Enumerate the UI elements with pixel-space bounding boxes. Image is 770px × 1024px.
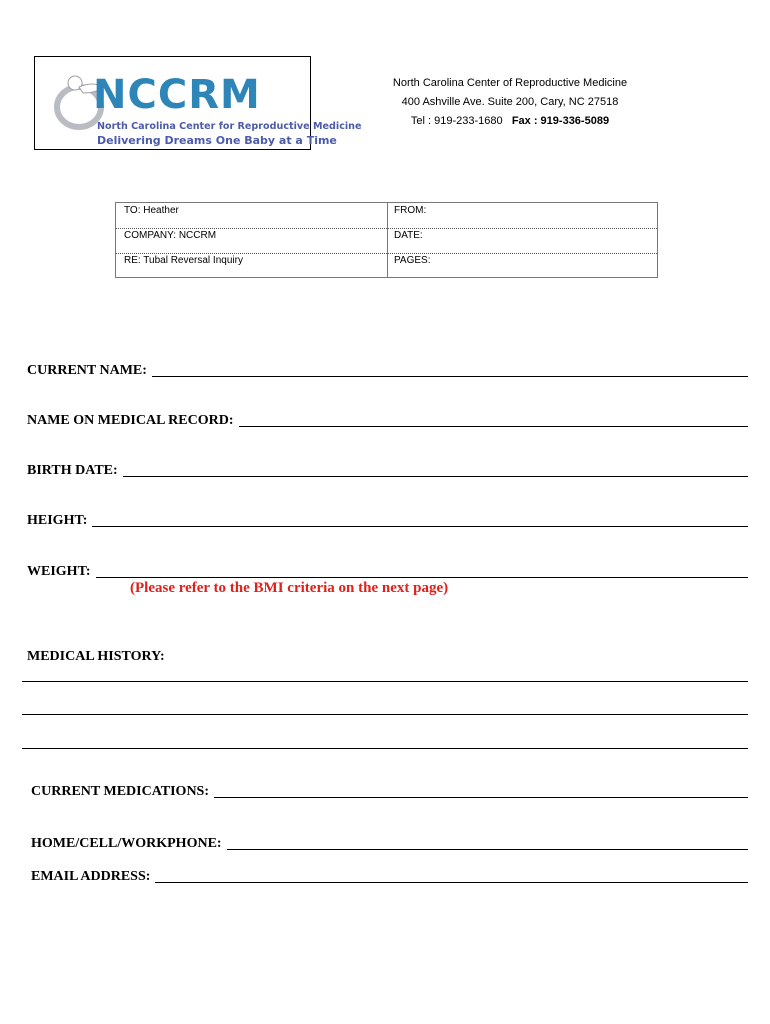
clinic-info <box>360 74 660 131</box>
clinic-logo <box>34 56 362 150</box>
email-field[interactable] <box>31 867 748 885</box>
current-medications-label: CURRENT MEDICATIONS: <box>31 784 210 799</box>
pages-field[interactable]: PAGES: <box>394 255 431 266</box>
logo-wordmark: NCCRM <box>93 72 261 118</box>
table-divider <box>387 203 388 277</box>
logo-subtitle: North Carolina Center for Reproductive Medicine <box>97 121 362 132</box>
clinic-tel: Tel : 919-233-1680 <box>410 115 503 127</box>
weight-label: WEIGHT: <box>27 564 91 579</box>
logo-tagline: Delivering Dreams One Baby at a Time <box>97 134 337 147</box>
medical-history-line[interactable] <box>22 681 748 682</box>
bmi-criteria-note: (Please refer to the BMI criteria on the next page) <box>130 580 449 596</box>
medical-record-name-input-line[interactable] <box>239 426 749 427</box>
birth-date-label: BIRTH DATE: <box>27 463 118 478</box>
birth-date-input-line[interactable] <box>123 476 748 477</box>
to-field[interactable]: TO: Heather <box>124 205 179 216</box>
email-label: EMAIL ADDRESS: <box>31 869 151 884</box>
clinic-fax: Fax : 919-336-5089 <box>511 115 610 127</box>
company-field[interactable]: COMPANY: NCCRM <box>124 230 217 241</box>
medical-record-name-field[interactable] <box>27 411 748 429</box>
height-input-line[interactable] <box>92 526 748 527</box>
phone-label: HOME/CELL/WORKPHONE: <box>31 836 222 851</box>
current-medications-field[interactable] <box>31 782 748 800</box>
phone-field[interactable] <box>31 834 748 852</box>
height-label: HEIGHT: <box>27 513 88 528</box>
clinic-address: 400 Ashville Ave. Suite 200, Cary, NC 27518 <box>401 96 619 108</box>
clinic-name: North Carolina Center of Reproductive Medicine <box>392 77 628 89</box>
clinic-contact <box>360 112 660 131</box>
weight-field[interactable] <box>27 562 748 580</box>
phone-input-line[interactable] <box>227 849 748 850</box>
current-name-field[interactable] <box>27 361 748 379</box>
date-field[interactable]: DATE: <box>394 230 423 241</box>
weight-input-line[interactable] <box>96 577 748 578</box>
height-field[interactable] <box>27 511 748 529</box>
re-field[interactable]: RE: Tubal Reversal Inquiry <box>124 255 243 266</box>
medical-record-name-label: NAME ON MEDICAL RECORD: <box>27 413 234 428</box>
current-name-label: CURRENT NAME: <box>27 363 147 378</box>
email-input-line[interactable] <box>155 882 748 883</box>
from-field[interactable]: FROM: <box>394 205 427 216</box>
medical-history-line[interactable] <box>22 714 748 715</box>
medical-history-label: MEDICAL HISTORY: <box>27 649 165 664</box>
current-medications-input-line[interactable] <box>214 797 748 798</box>
current-name-input-line[interactable] <box>152 376 748 377</box>
medical-history-line[interactable] <box>22 748 748 749</box>
fax-header-table <box>115 202 658 278</box>
birth-date-field[interactable] <box>27 461 748 479</box>
